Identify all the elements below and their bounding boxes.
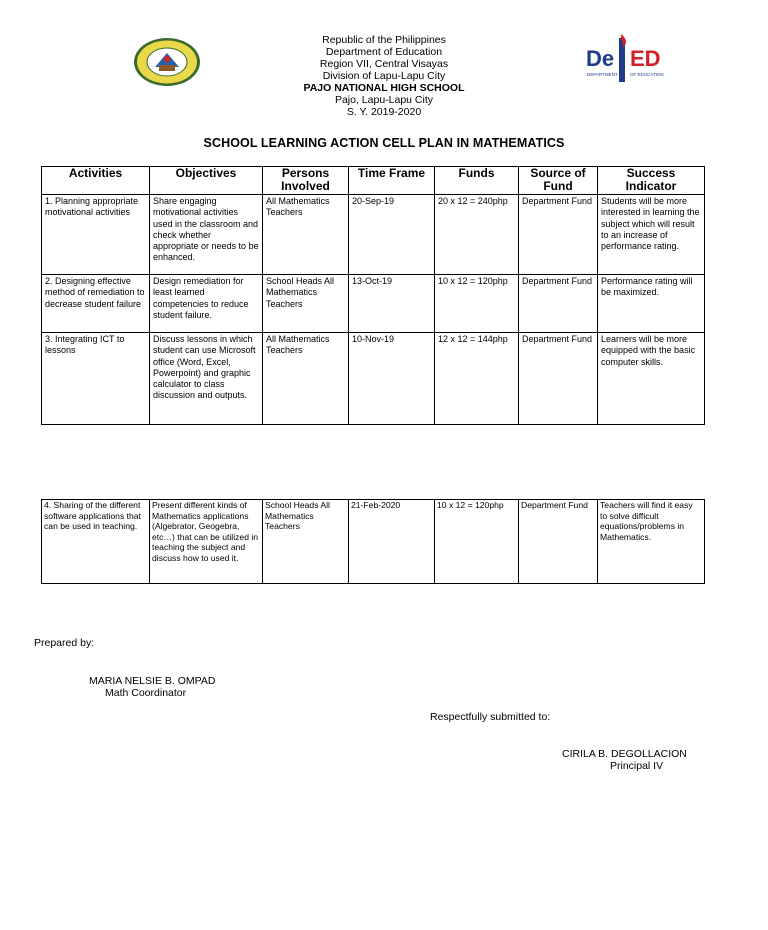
table-header-row <box>42 167 705 195</box>
approver-title: Principal IV <box>610 760 664 772</box>
column-header-persons-involved: Persons Involved <box>263 167 349 195</box>
slac-plan-table <box>41 166 705 425</box>
prepared-by-label: Prepared by: <box>34 637 95 649</box>
deped-logo-text-left: De <box>586 46 615 71</box>
preparer-title: Math Coordinator <box>105 687 187 699</box>
cell-time-frame: 10-Nov-19 <box>349 333 435 425</box>
cell-objective: Design remediation for least learned competencies to reduce student failure. <box>150 275 263 333</box>
cell-objective: Share engaging motivational activities used in the classroom and check whether appropriate or needs to be enhanced. <box>150 195 263 275</box>
deped-logo-text-right: ED <box>630 46 661 71</box>
cell-time-frame: 13-Oct-19 <box>349 275 435 333</box>
table-row <box>42 275 705 333</box>
cell-indicator: Students will be more interested in learning the subject which will result to an increase of performance rating. <box>598 195 705 275</box>
deped-logo-caption-left: DEPARTMENT <box>587 72 618 77</box>
column-header-funds: Funds <box>435 167 519 195</box>
cell-source: Department Fund <box>519 500 598 584</box>
cell-indicator: Performance rating will be maximized. <box>598 275 705 333</box>
cell-objective: Present different kinds of Mathematics applications (Algebrator, Geogebra, etc…) that can be utilized in teaching the subject and discuss how to used it. <box>150 500 263 584</box>
column-header-time-frame: Time Frame <box>349 167 435 195</box>
cell-activity: 4. Sharing of the different software applications that can be used in teaching. <box>42 500 150 584</box>
cell-persons: School Heads All Mathematics Teachers <box>263 275 349 333</box>
header-school-year: S. Y. 2019-2020 <box>346 106 422 118</box>
cell-indicator: Teachers will find it easy to solve difficult equations/problems in Mathematics. <box>598 500 705 584</box>
header-department: Department of Education <box>325 46 443 58</box>
preparer-name: MARIA NELSIE B. OMPAD <box>89 675 216 687</box>
cell-persons: All Mathematics Teachers <box>263 195 349 275</box>
cell-indicator: Learners will be more equipped with the basic computer skills. <box>598 333 705 425</box>
header-address: Pajo, Lapu-Lapu City <box>334 94 434 106</box>
header-school-name: PAJO NATIONAL HIGH SCHOOL <box>303 82 465 94</box>
cell-persons: School Heads All Mathematics Teachers <box>263 500 349 584</box>
cell-time-frame: 21-Feb-2020 <box>349 500 435 584</box>
table-row <box>42 500 705 584</box>
cell-time-frame: 20-Sep-19 <box>349 195 435 275</box>
cell-source: Department Fund <box>519 195 598 275</box>
cell-funds: 10 x 12 = 120php <box>435 500 519 584</box>
deped-logo <box>586 32 672 86</box>
header-republic: Republic of the Philippines <box>322 34 446 46</box>
cell-funds: 10 x 12 = 120php <box>435 275 519 333</box>
cell-source: Department Fund <box>519 333 598 425</box>
cell-activity: 2. Designing effective method of remediation to decrease student failure <box>42 275 150 333</box>
column-header-objectives: Objectives <box>150 167 263 195</box>
header-division: Division of Lapu-Lapu City <box>322 70 446 82</box>
table-row <box>42 333 705 425</box>
deped-logo-caption-right: OF EDUCATION <box>630 72 664 77</box>
slac-plan-table-continued <box>41 499 705 584</box>
school-seal-logo <box>133 37 201 87</box>
submitted-to-label: Respectfully submitted to: <box>430 711 551 723</box>
cell-objective: Discuss lessons in which student can use Microsoft office (Word, Excel, Powerpoint) and graphic calculator to class discussion and outputs. <box>150 333 263 425</box>
document-title: SCHOOL LEARNING ACTION CELL PLAN IN MATHEMATICS <box>203 136 565 150</box>
column-header-success-indicator: Success Indicator <box>598 167 705 195</box>
approver-name: CIRILA B. DEGOLLACION <box>562 748 687 760</box>
column-header-source-of-fund: Source of Fund <box>519 167 598 195</box>
column-header-activities: Activities <box>42 167 150 195</box>
cell-activity: 1. Planning appropriate motivational activities <box>42 195 150 275</box>
cell-activity: 3. Integrating ICT to lessons <box>42 333 150 425</box>
table-row <box>42 195 705 275</box>
cell-persons: All Mathematics Teachers <box>263 333 349 425</box>
header-region: Region VII, Central Visayas <box>319 58 449 70</box>
cell-funds: 12 x 12 = 144php <box>435 333 519 425</box>
cell-source: Department Fund <box>519 275 598 333</box>
cell-funds: 20 x 12 = 240php <box>435 195 519 275</box>
document-header <box>234 34 534 118</box>
